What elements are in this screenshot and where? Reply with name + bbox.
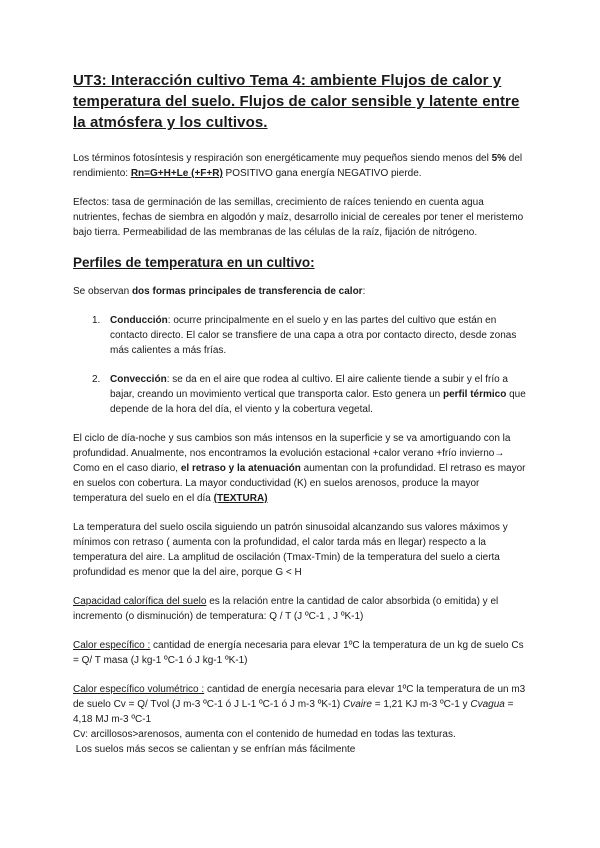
conveccion-term: Convección — [110, 374, 167, 385]
observan-text-c: : — [362, 286, 366, 297]
ciclo-text-c: aumentan con la profundidad. El retraso es mayor en suelos con cobertura. La mayor conductividad (K) en suelos arenosos, produce la mayor temperatura del suelo en el día — [73, 463, 526, 504]
volumetrico-term: Calor específico volumétrico : — [73, 684, 205, 695]
capacidad-text: es la relación entre la cantidad de calor absorbida (o emitida) y el incremento (o disminución) de temperatura: Q / T (J ºC-1 , J ºK-1) — [73, 596, 499, 622]
section-heading: Perfiles de temperatura en un cultivo: — [73, 255, 315, 270]
especifico-paragraph — [73, 638, 528, 668]
volumetrico-text-c: = 4,18 MJ m-3 ºC-1 — [73, 699, 514, 725]
intro-paragraph — [73, 151, 528, 181]
intro-percent: 5% — [491, 153, 507, 164]
list-item — [73, 313, 528, 358]
observan-text-a: Se observan — [73, 286, 132, 297]
efectos-paragraph: Efectos: tasa de germinación de las semillas, crecimiento de raíces teniendo en cuenta agua nutrientes, fechas de siembra en algodón y maíz, desarrollo inicial de cereales por tener el meristemo bajo tierra. Permeabilidad de las membranas de las células de la raíz, fijación de nitrógeno. — [73, 197, 524, 238]
volumetrico-paragraph — [73, 682, 528, 727]
cvaire-label: Cvaire — [343, 699, 372, 710]
cv-line: Cv: arcillosos>arenosos, aumenta con el contenido de humedad en todas las texturas. — [73, 729, 456, 740]
observan-bold: dos formas principales de transferencia de calor — [131, 286, 363, 297]
intro-text-d: POSITIVO gana energía NEGATIVO pierde. — [222, 168, 422, 179]
intro-text-c: del rendimiento: — [73, 153, 523, 179]
textura-label: (TEXTURA) — [213, 493, 268, 504]
conveccion-text: : se da en el aire que rodea al cultivo. El aire caliente tiende a subir y el frío a bajar, creando un movimiento vertical que transporta calor. Esto genera un — [110, 374, 508, 400]
capacidad-paragraph — [73, 594, 528, 624]
conveccion-text-2: que depende de la hora del día, el viento y la cobertura vegetal. — [110, 389, 526, 415]
conduccion-term: Conducción — [110, 315, 168, 326]
volumetrico-text-a: cantidad de energía necesaria para elevar 1ºC la temperatura de un m3 de suelo Cv = Q/ Tvol (J m-3 ºC-1 ó J L-1 ºC-1 ó J m-3 ºK-1) — [73, 684, 526, 710]
energy-balance-equation: Rn=G+H+Le (+F+R) — [130, 168, 223, 179]
capacidad-term: Capacidad calorífica del suelo — [73, 596, 207, 607]
especifico-text: cantidad de energía necesaria para elevar 1ºC la temperatura de un kg de suelo Cs = Q/ T masa (J kg-1 ºC-1 ó J kg-1 ºK-1) — [73, 640, 524, 666]
ciclo-paragraph — [73, 431, 528, 506]
conduccion-text: : ocurre principalmente en el suelo y en las partes del cultivo que están en contacto directo. El calor se transfiere de una capa a otra por contacto directo, desde zonas más calientes a más frías. — [110, 315, 517, 356]
volumetrico-text-b: = 1,21 KJ m-3 ºC-1 y — [371, 699, 471, 710]
transfer-list — [73, 313, 528, 417]
especifico-term: Calor específico : — [73, 640, 151, 651]
perfil-termico-term: perfil térmico — [442, 389, 507, 400]
intro-text-a: Los términos fotosíntesis y respiración son energéticamente muy pequeños siendo menos del — [73, 153, 492, 164]
list-number: 1. — [92, 315, 101, 326]
observan-paragraph — [73, 284, 528, 299]
ciclo-bold: el retraso y la atenuación — [180, 463, 301, 474]
list-item — [73, 372, 528, 417]
document-title: UT3: Interacción cultivo Tema 4: ambiente Flujos de calor y temperatura del suelo. Flujos de calor sensible y latente entre la atmósfera y los cultivos. — [73, 72, 520, 131]
list-number: 2. — [92, 374, 101, 385]
oscila-paragraph: La temperatura del suelo oscila siguiendo un patrón sinusoidal alcanzando sus valores máximos y mínimos con retraso ( aumenta con la profundidad, el calor tarda más en llegar) respecto a la temperatura del aire. La amplitud de oscilación (Tmax-Tmin) de la temperatura del suelo a cierta profundidad es menor que la del aire, porque G < H — [73, 522, 508, 578]
document-page — [73, 70, 528, 771]
ciclo-text-a: El ciclo de día-noche y sus cambios son más intensos en la superficie y se va amortiguando con la profundidad. Anualmente, nos encontramos la evolución estacional +calor verano +frío invierno→ Como en el caso diario, — [73, 433, 511, 474]
last-line: Los suelos más secos se calientan y se enfrían más fácilmente — [73, 744, 356, 755]
cvagua-label: Cvagua — [470, 699, 505, 710]
